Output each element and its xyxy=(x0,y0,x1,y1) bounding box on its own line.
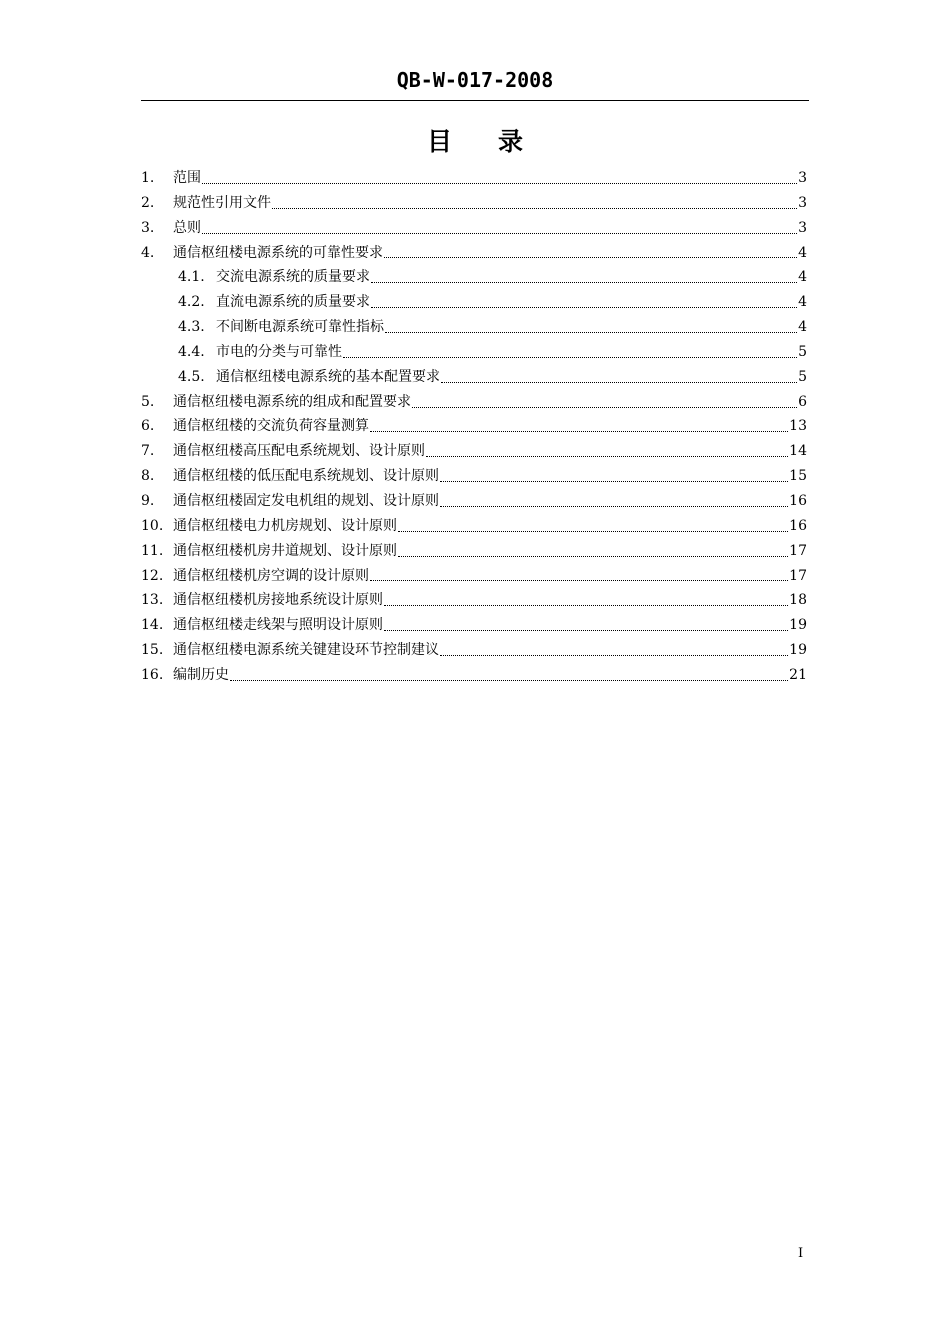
toc-entry[interactable] xyxy=(141,241,807,266)
toc-dot-leader xyxy=(440,481,788,482)
toc-dot-leader xyxy=(370,431,788,432)
toc-dot-leader xyxy=(440,655,788,656)
toc-entry[interactable] xyxy=(141,514,807,539)
toc-entry[interactable] xyxy=(141,390,807,415)
header-rule xyxy=(141,100,809,101)
toc-entry-page: 19 xyxy=(789,642,807,659)
toc-entry-page: 3 xyxy=(798,194,807,211)
toc-entry-number: 4.2. xyxy=(178,294,205,311)
document-code: QB-W-017-2008 xyxy=(396,68,554,92)
toc-entry[interactable] xyxy=(141,290,807,315)
toc-entry-title: 通信枢纽楼机房接地系统设计原则 xyxy=(173,592,383,609)
toc-entry-number: 13. xyxy=(141,592,164,609)
toc-dot-leader xyxy=(370,580,788,581)
toc-dot-leader xyxy=(384,605,788,606)
toc-entry-number: 5. xyxy=(141,393,155,410)
toc-entry[interactable] xyxy=(141,439,807,464)
toc-entry-page: 13 xyxy=(789,418,807,435)
toc-entry-page: 19 xyxy=(789,617,807,634)
toc-entry[interactable] xyxy=(141,414,807,439)
toc-entry[interactable] xyxy=(141,564,807,589)
toc-entry-title: 通信枢纽楼固定发电机组的规划、设计原则 xyxy=(173,492,439,509)
toc-entry-page: 18 xyxy=(789,592,807,609)
toc-entry-title: 规范性引用文件 xyxy=(173,194,271,211)
toc-entry-number: 4.4. xyxy=(178,343,205,360)
toc-entry-title: 通信枢纽楼电力机房规划、设计原则 xyxy=(173,517,397,534)
toc-entry[interactable] xyxy=(141,588,807,613)
toc-entry[interactable] xyxy=(141,663,807,688)
toc-entry-page: 21 xyxy=(789,666,807,683)
toc-entry[interactable] xyxy=(141,638,807,663)
toc-entry-title: 通信枢纽楼机房空调的设计原则 xyxy=(173,567,369,584)
toc-entry-title: 通信枢纽楼电源系统的基本配置要求 xyxy=(216,368,440,385)
toc-entry-number: 11. xyxy=(141,542,164,559)
toc-entry-title: 直流电源系统的质量要求 xyxy=(216,294,370,311)
toc-entry-page: 4 xyxy=(798,244,807,261)
toc-entry-number: 1. xyxy=(141,170,155,186)
toc-dot-leader xyxy=(384,630,788,631)
toc-title xyxy=(0,122,950,158)
toc-entry-number: 10. xyxy=(141,517,164,534)
toc-entry-title: 通信枢纽楼电源系统的组成和配置要求 xyxy=(173,393,411,410)
toc-entry[interactable] xyxy=(141,613,807,638)
toc-entry[interactable] xyxy=(141,315,807,340)
toc-entry-title: 通信枢纽楼走线架与照明设计原则 xyxy=(173,617,383,634)
toc-entry-title: 通信枢纽楼电源系统关键建设环节控制建议 xyxy=(173,642,439,659)
toc-dot-leader xyxy=(384,257,797,258)
toc-entry[interactable] xyxy=(141,166,807,191)
toc-entry[interactable] xyxy=(141,365,807,390)
toc-entry-page: 3 xyxy=(798,219,807,236)
toc-dot-leader xyxy=(230,680,788,681)
toc-dot-leader xyxy=(426,456,788,457)
toc-dot-leader xyxy=(343,357,797,358)
toc-title-char-2: 录 xyxy=(498,127,524,156)
toc-dot-leader xyxy=(441,382,797,383)
toc-entry-page: 14 xyxy=(789,443,807,460)
page-number: I xyxy=(798,1246,804,1261)
toc-entry-title: 交流电源系统的质量要求 xyxy=(216,269,370,286)
toc-entry-title: 通信枢纽楼的低压配电系统规划、设计原则 xyxy=(173,468,439,485)
toc-entry[interactable] xyxy=(141,464,807,489)
toc-entry[interactable] xyxy=(141,216,807,241)
toc-entry[interactable] xyxy=(141,340,807,365)
toc-dot-leader xyxy=(385,332,797,333)
toc-entry-number: 4.3. xyxy=(178,319,205,336)
toc-entry-number: 2. xyxy=(141,194,155,211)
toc-dot-leader xyxy=(202,183,797,184)
toc-entry-number: 6. xyxy=(141,418,155,435)
toc-entry[interactable] xyxy=(141,489,807,514)
toc-dot-leader xyxy=(440,506,788,507)
toc-entry-page: 4 xyxy=(798,319,807,336)
toc-entry-page: 17 xyxy=(789,542,807,559)
toc-dot-leader xyxy=(371,282,797,283)
toc-entry-page: 4 xyxy=(798,269,807,286)
toc-dot-leader xyxy=(272,208,797,209)
toc-entry[interactable] xyxy=(141,265,807,290)
toc-entry-page: 5 xyxy=(798,343,807,360)
table-of-contents xyxy=(141,166,807,688)
toc-entry-title: 通信枢纽楼机房井道规划、设计原则 xyxy=(173,542,397,559)
toc-dot-leader xyxy=(202,233,797,234)
toc-entry-title: 编制历史 xyxy=(173,666,229,683)
toc-entry-page: 16 xyxy=(789,492,807,509)
toc-title-char-1: 目 xyxy=(426,127,452,156)
toc-entry-number: 9. xyxy=(141,492,155,509)
toc-entry-title: 通信枢纽楼电源系统的可靠性要求 xyxy=(173,244,383,261)
toc-entry-number: 12. xyxy=(141,567,164,584)
toc-entry-page: 15 xyxy=(789,468,807,485)
toc-entry-number: 4.1. xyxy=(178,269,205,286)
toc-entry-title: 通信枢纽楼高压配电系统规划、设计原则 xyxy=(173,443,425,460)
toc-dot-leader xyxy=(412,407,797,408)
toc-entry[interactable] xyxy=(141,191,807,216)
toc-entry-number: 4. xyxy=(141,244,155,261)
toc-entry-page: 6 xyxy=(798,393,807,410)
toc-entry-number: 3. xyxy=(141,219,155,236)
toc-entry-number: 14. xyxy=(141,617,164,634)
toc-entry-title: 范围 xyxy=(173,170,201,186)
toc-dot-leader xyxy=(398,556,788,557)
toc-dot-leader xyxy=(371,307,797,308)
toc-entry-page: 4 xyxy=(798,294,807,311)
toc-entry-number: 8. xyxy=(141,468,155,485)
toc-entry-number: 4.5. xyxy=(178,368,205,385)
toc-dot-leader xyxy=(398,531,788,532)
toc-entry-title: 通信枢纽楼的交流负荷容量测算 xyxy=(173,418,369,435)
toc-entry-page: 3 xyxy=(798,170,807,186)
toc-entry-page: 16 xyxy=(789,517,807,534)
toc-entry-number: 15. xyxy=(141,642,164,659)
toc-entry-number: 16. xyxy=(141,666,164,683)
toc-entry-title: 不间断电源系统可靠性指标 xyxy=(216,319,384,336)
toc-entry-number: 7. xyxy=(141,443,155,460)
toc-entry-title: 总则 xyxy=(173,219,201,236)
toc-entry-page: 17 xyxy=(789,567,807,584)
toc-entry-title: 市电的分类与可靠性 xyxy=(216,343,342,360)
toc-entry-page: 5 xyxy=(798,368,807,385)
toc-entry[interactable] xyxy=(141,539,807,564)
